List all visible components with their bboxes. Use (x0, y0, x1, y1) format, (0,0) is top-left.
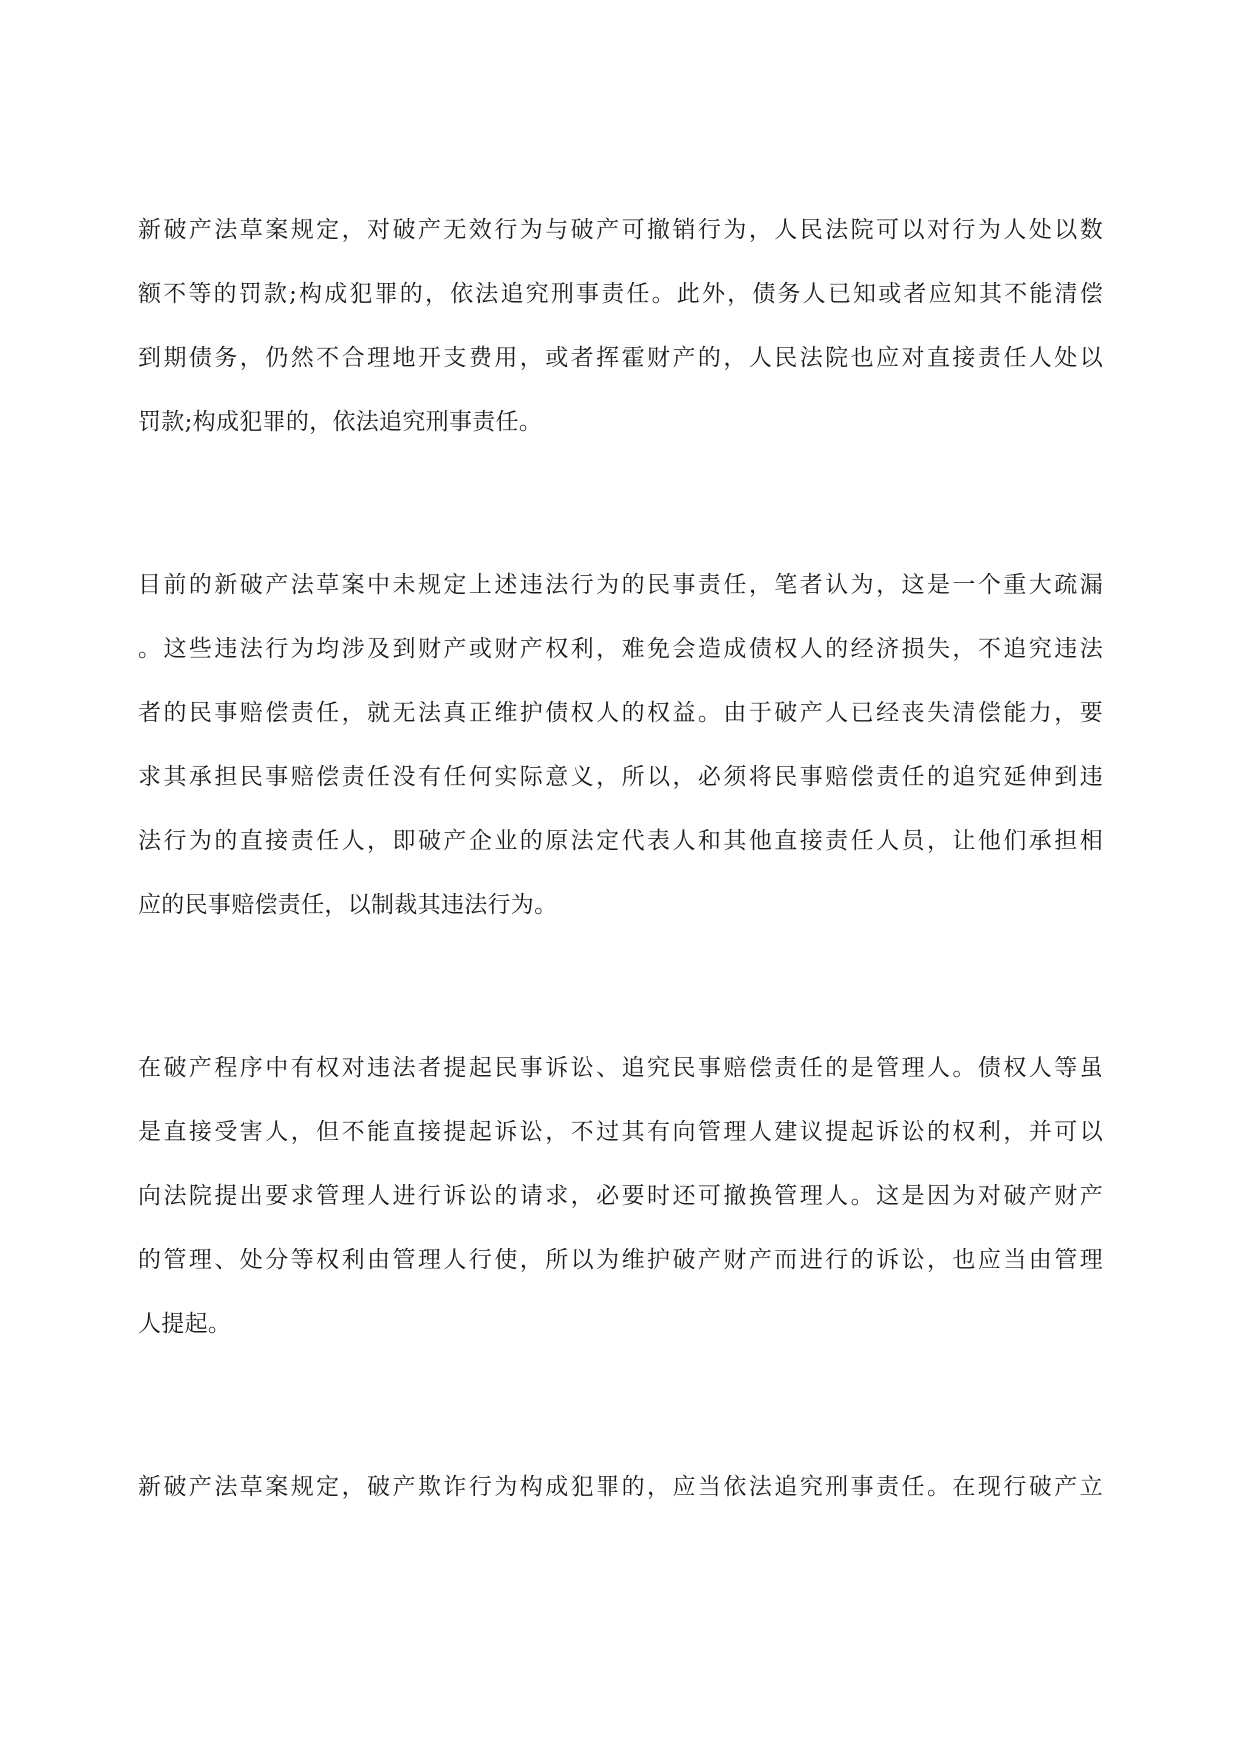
paragraph-line: 额不等的罚款;构成犯罪的，依法追究刑事责任。此外，债务人已知或者应知其不能清偿 (138, 281, 1103, 307)
paragraph-line: 在破产程序中有权对违法者提起民事诉讼、追究民事赔偿责任的是管理人。债权人等虽 (138, 1055, 1103, 1081)
paragraph-line: 人提起。 (138, 1311, 232, 1337)
paragraph-line: 新破产法草案规定，对破产无效行为与破产可撤销行为，人民法院可以对行为人处以数 (138, 217, 1103, 243)
paragraph-line: 法行为的直接责任人，即破产企业的原法定代表人和其他直接责任人员，让他们承担相 (138, 828, 1103, 854)
paragraph-line: 新破产法草案规定，破产欺诈行为构成犯罪的，应当依法追究刑事责任。在现行破产立 (138, 1474, 1103, 1500)
paragraph-line: 求其承担民事赔偿责任没有任何实际意义，所以，必须将民事赔偿责任的追究延伸到违 (138, 764, 1103, 790)
paragraph-line: 罚款;构成犯罪的，依法追究刑事责任。 (138, 409, 543, 435)
paragraph-line: 应的民事赔偿责任，以制裁其违法行为。 (138, 892, 558, 918)
paragraph-line: 的管理、处分等权利由管理人行使，所以为维护破产财产而进行的诉讼，也应当由管理 (138, 1247, 1103, 1273)
paragraph-line: 向法院提出要求管理人进行诉讼的请求，必要时还可撤换管理人。这是因为对破产财产 (138, 1183, 1103, 1209)
paragraph-line: 到期债务，仍然不合理地开支费用，或者挥霍财产的，人民法院也应对直接责任人处以 (138, 345, 1103, 371)
paragraph-line: 是直接受害人，但不能直接提起诉讼，不过其有向管理人建议提起诉讼的权利，并可以 (138, 1119, 1103, 1145)
paragraph-line: 。这些违法行为均涉及到财产或财产权利，难免会造成债权人的经济损失，不追究违法 (138, 636, 1103, 662)
paragraph-line: 者的民事赔偿责任，就无法真正维护债权人的权益。由于破产人已经丧失清偿能力，要 (138, 700, 1103, 726)
paragraph-line: 目前的新破产法草案中未规定上述违法行为的民事责任，笔者认为，这是一个重大疏漏 (138, 572, 1103, 598)
